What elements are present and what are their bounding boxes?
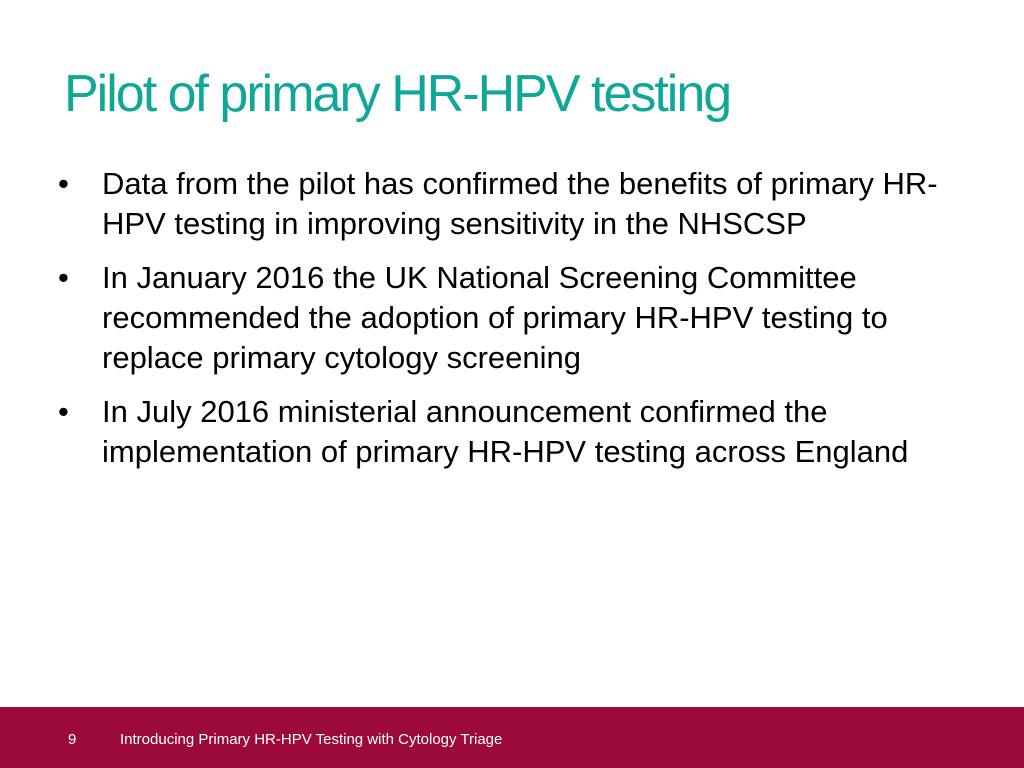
bullet-text: Data from the pilot has confirmed the benefits of primary HR-HPV testing in improving sensitivity in the NHSCSP xyxy=(102,166,938,241)
bullet-marker: • xyxy=(58,260,69,295)
page-number: 9 xyxy=(68,731,77,748)
bullet-item-july-2016 xyxy=(58,392,978,472)
bullet-text: In July 2016 ministerial announcement confirmed the implementation of primary HR-HPV testing across England xyxy=(102,394,909,469)
bullet-list xyxy=(58,164,978,486)
footer-text: Introducing Primary HR-HPV Testing with Cytology Triage xyxy=(120,731,503,748)
bullet-item-january-2016 xyxy=(58,258,978,378)
bullet-marker: • xyxy=(58,166,69,201)
slide-title: Pilot of primary HR-HPV testing xyxy=(64,65,731,123)
footer-bar xyxy=(0,707,1024,768)
bullet-item-pilot-data xyxy=(58,164,978,244)
bullet-text: In January 2016 the UK National Screening Committee recommended the adoption of primary HR-HPV testing to replace primary cytology screening xyxy=(102,260,888,375)
bullet-marker: • xyxy=(58,394,69,429)
